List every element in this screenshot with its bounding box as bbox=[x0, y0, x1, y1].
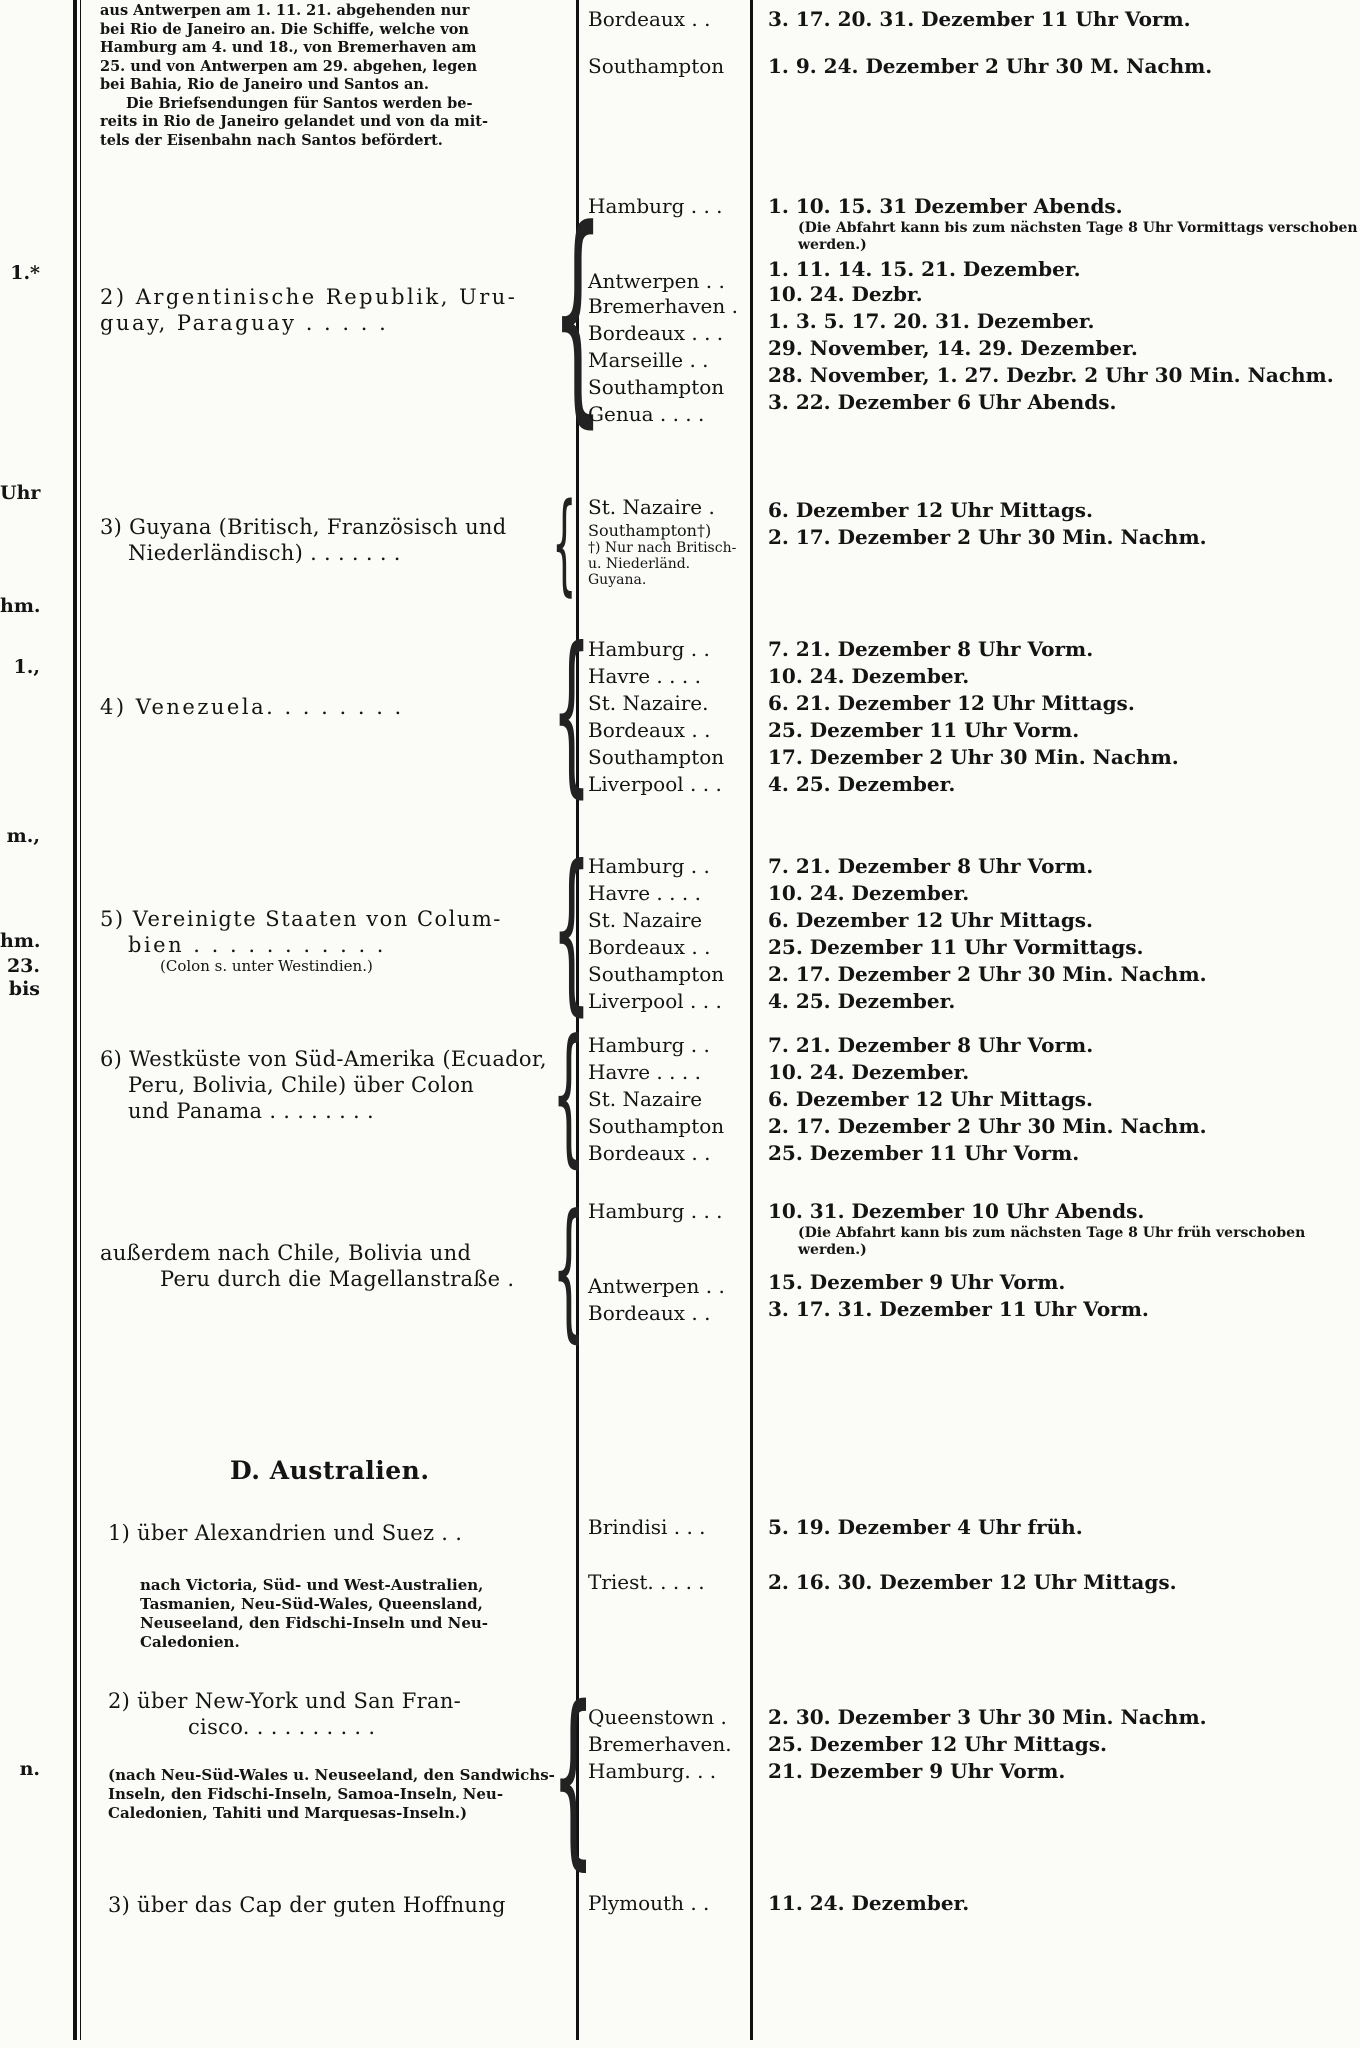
date-line: 11. 24. Dezember. bbox=[768, 1891, 970, 1915]
date-line: 10. 24. Dezember. bbox=[768, 1060, 970, 1084]
date-line: 1. 10. 15. 31 Dezember Abends. bbox=[768, 194, 1123, 218]
note-line: Die Briefsendungen für Santos werden be- bbox=[126, 94, 473, 112]
dest-line: 2) Argentinische Republik, Uru- bbox=[100, 285, 518, 309]
top-ports bbox=[588, 6, 724, 80]
note-line: 25. und von Antwerpen am 29. abgehen, legen bbox=[100, 57, 478, 75]
date-line: 10. 24. Dezbr. bbox=[768, 282, 923, 306]
dates-venezuela bbox=[768, 636, 1179, 798]
dates-suez bbox=[768, 1514, 1177, 1596]
date-line: 4. 25. Dezember. bbox=[768, 772, 956, 796]
port: Southampton bbox=[588, 962, 725, 986]
destination-argentina bbox=[100, 284, 560, 336]
left-border-thin-rule bbox=[80, 0, 81, 2040]
margin-fragment: n. bbox=[19, 1758, 40, 1780]
column-rule-2 bbox=[750, 0, 753, 2040]
port-note: †) Nur nach Britisch- u. Niederländ. Guyana. bbox=[588, 540, 737, 588]
dest-line: 3) Guyana (Britisch, Französisch und bbox=[100, 515, 507, 539]
port: Bordeaux . . bbox=[588, 718, 711, 742]
top-dates bbox=[768, 6, 1212, 80]
dates-new-york bbox=[768, 1704, 1207, 1785]
date-line: 7. 21. Dezember 8 Uhr Vorm. bbox=[768, 854, 1094, 878]
brace-icon: { bbox=[552, 1666, 595, 1887]
port: Triest. . . . . bbox=[588, 1570, 705, 1594]
port: Genua . . . . bbox=[588, 402, 705, 426]
port: Hamburg. . . bbox=[588, 1759, 717, 1783]
date-line: 4. 25. Dezember. bbox=[768, 989, 956, 1013]
date-line: 6. Dezember 12 Uhr Mittags. bbox=[768, 498, 1094, 522]
note-line: reits in Rio de Janeiro gelandet und von da mit- bbox=[100, 113, 488, 130]
port: Havre . . . . bbox=[588, 1060, 701, 1084]
destination-new-york bbox=[108, 1688, 568, 1740]
date-line: 25. Dezember 11 Uhr Vormittags. bbox=[768, 935, 1144, 959]
date-line: 3. 22. Dezember 6 Uhr Abends. bbox=[768, 390, 1117, 414]
margin-fragment: m., bbox=[6, 825, 40, 847]
ports-suez bbox=[588, 1514, 706, 1596]
port: Hamburg . . bbox=[588, 637, 710, 661]
destination-suez: 1) über Alexandrien und Suez . . bbox=[108, 1521, 463, 1545]
date-line: 10. 31. Dezember 10 Uhr Abends. bbox=[768, 1199, 1145, 1223]
brace-icon: { bbox=[552, 1008, 586, 1182]
port: Southampton bbox=[588, 375, 725, 399]
port: Bordeaux . . bbox=[588, 1141, 711, 1165]
dest-line: guay, Paraguay . . . . . bbox=[100, 311, 389, 335]
port: Hamburg . . bbox=[588, 1033, 710, 1057]
port: Bordeaux . . bbox=[588, 935, 711, 959]
destination-magellan bbox=[100, 1240, 560, 1292]
port: Antwerpen . . bbox=[588, 1274, 725, 1298]
margin-fragment: hm. bbox=[0, 595, 41, 617]
date-line: 10. 24. Dezember. bbox=[768, 881, 970, 905]
destination-guyana bbox=[100, 514, 560, 566]
date-line: 10. 24. Dezember. bbox=[768, 664, 970, 688]
date-line: 25. Dezember 11 Uhr Vorm. bbox=[768, 718, 1080, 742]
port: Liverpool . . . bbox=[588, 772, 722, 796]
dest-line: und Panama . . . . . . . . bbox=[128, 1099, 374, 1123]
brace-icon: { bbox=[552, 611, 591, 814]
date-line: 1. 9. 24. Dezember 2 Uhr 30 M. Nachm. bbox=[768, 54, 1213, 78]
date-line: 17. Dezember 2 Uhr 30 Min. Nachm. bbox=[768, 745, 1179, 769]
ports-cape bbox=[588, 1890, 709, 1917]
ports-west-coast bbox=[588, 1032, 724, 1167]
dates-guyana bbox=[768, 497, 1207, 551]
date-line: 2. 17. Dezember 2 Uhr 30 Min. Nachm. bbox=[768, 1114, 1207, 1138]
port: St. Nazaire. bbox=[588, 691, 709, 715]
dest-subnote: (Colon s. unter Westindien.) bbox=[160, 957, 373, 975]
port: St. Nazaire . bbox=[588, 495, 715, 519]
port: Bordeaux . . . bbox=[588, 321, 724, 345]
ports-venezuela bbox=[588, 636, 724, 798]
dest-line: außerdem nach Chile, Bolivia und bbox=[100, 1241, 472, 1265]
date-note: (Die Abfahrt kann bis zum nächsten Tage 8 Uhr Vormittags verschoben werden.) bbox=[798, 220, 1358, 253]
ports-magellan bbox=[588, 1198, 725, 1327]
date-line: 28. November, 1. 27. Dezbr. 2 Uhr 30 Min. Nachm. bbox=[768, 363, 1334, 387]
port: Southampton bbox=[588, 1114, 725, 1138]
date-line: 21. Dezember 9 Uhr Vorm. bbox=[768, 1759, 1066, 1783]
note-line: bei Bahia, Rio de Janeiro und Santos an. bbox=[100, 76, 429, 93]
port: Havre . . . . bbox=[588, 881, 701, 905]
date-line: 25. Dezember 11 Uhr Vorm. bbox=[768, 1141, 1080, 1165]
dest-line: bien . . . . . . . . . . . bbox=[128, 933, 386, 957]
port: Liverpool . . . bbox=[588, 989, 722, 1013]
port: Hamburg . . . bbox=[588, 1199, 723, 1223]
date-line: 1. 11. 14. 15. 21. Dezember. bbox=[768, 257, 1081, 281]
date-line: 2. 16. 30. Dezember 12 Uhr Mittags. bbox=[768, 1570, 1177, 1594]
brace-icon: { bbox=[552, 829, 591, 1032]
port: Queenstown . bbox=[588, 1705, 727, 1729]
port: Southampton bbox=[588, 54, 725, 78]
destination-venezuela: 4) Venezuela. . . . . . . . bbox=[100, 695, 404, 719]
ports-colombia bbox=[588, 853, 724, 1015]
date-line: 6. Dezember 12 Uhr Mittags. bbox=[768, 1087, 1094, 1111]
note-line: Hamburg am 4. und 18., von Bremerhaven am bbox=[100, 39, 477, 56]
margin-fragment: 1., bbox=[13, 656, 40, 678]
dest-line: 6) Westküste von Süd-Amerika (Ecuador, bbox=[100, 1047, 547, 1071]
date-line: 5. 19. Dezember 4 Uhr früh. bbox=[768, 1515, 1083, 1539]
destination-west-coast bbox=[100, 1046, 570, 1124]
port: Bremerhaven . bbox=[588, 294, 738, 318]
ports-new-york bbox=[588, 1704, 732, 1785]
port: Hamburg . . bbox=[588, 854, 710, 878]
dest-line: Peru, Bolivia, Chile) über Colon bbox=[128, 1073, 475, 1097]
dates-argentina bbox=[768, 193, 1360, 416]
port: Brindisi . . . bbox=[588, 1515, 706, 1539]
section-heading-australia: D. Australien. bbox=[230, 1456, 430, 1485]
dates-magellan bbox=[768, 1198, 1360, 1323]
margin-fragment: 1.* bbox=[10, 262, 40, 284]
date-line: 2. 17. Dezember 2 Uhr 30 Min. Nachm. bbox=[768, 962, 1207, 986]
note-suez: nach Victoria, Süd- und West-Australien, Tasmanien, Neu-Süd-Wales, Queensland, Neuseeland, den Fidschi-Inseln und Neu-Caledonien. bbox=[140, 1576, 488, 1651]
port: Bordeaux . . bbox=[588, 7, 711, 31]
note-new-york: (nach Neu-Süd-Wales u. Neuseeland, den Sandwichs-Inseln, den Fidschi-Inseln, Samoa-Inseln, Neu-Caledonien, Tahiti und Marquesas-Inseln.) bbox=[108, 1766, 555, 1822]
date-line: 15. Dezember 9 Uhr Vorm. bbox=[768, 1270, 1066, 1294]
dest-line: cisco. . . . . . . . . . bbox=[188, 1715, 376, 1739]
dest-line: Peru durch die Magellanstraße . bbox=[160, 1267, 515, 1291]
brace-icon: { bbox=[552, 181, 604, 448]
date-line: 3. 17. 20. 31. Dezember 11 Uhr Vorm. bbox=[768, 7, 1191, 31]
destination-cape: 3) über das Cap der guten Hoffnung bbox=[108, 1893, 506, 1917]
date-line: 2. 17. Dezember 2 Uhr 30 Min. Nachm. bbox=[768, 525, 1207, 549]
port: Antwerpen . . bbox=[588, 269, 725, 293]
brace-icon: { bbox=[552, 1183, 586, 1357]
margin-fragment: Uhr bbox=[0, 482, 41, 504]
date-line: 1. 3. 5. 17. 20. 31. Dezember. bbox=[768, 309, 1095, 333]
port: Southampton bbox=[588, 745, 725, 769]
port: Bremerhaven. bbox=[588, 1732, 732, 1756]
dates-cape bbox=[768, 1890, 969, 1917]
port: St. Nazaire bbox=[588, 1087, 703, 1111]
margin-fragment: hm. bbox=[0, 930, 41, 952]
port: Hamburg . . . bbox=[588, 194, 723, 218]
dest-line: 2) über New-York und San Fran- bbox=[108, 1689, 462, 1713]
date-line: 7. 21. Dezember 8 Uhr Vorm. bbox=[768, 637, 1094, 661]
date-line: 6. Dezember 12 Uhr Mittags. bbox=[768, 908, 1094, 932]
note-line: tels der Eisenbahn nach Santos befördert. bbox=[100, 131, 443, 149]
ports-argentina bbox=[588, 193, 738, 428]
port: Plymouth . . bbox=[588, 1891, 710, 1915]
ports-guyana bbox=[588, 494, 738, 588]
dest-line: 5) Vereinigte Staaten von Colum- bbox=[100, 907, 502, 931]
dates-colombia bbox=[768, 853, 1207, 1015]
left-border-rule bbox=[73, 0, 77, 2040]
date-line: 25. Dezember 12 Uhr Mittags. bbox=[768, 1732, 1107, 1756]
destination-colombia bbox=[100, 906, 560, 975]
date-note: (Die Abfahrt kann bis zum nächsten Tage 8 Uhr früh verschoben werden.) bbox=[798, 1225, 1306, 1258]
margin-fragment: 23. bbox=[6, 955, 40, 977]
date-line: 2. 30. Dezember 3 Uhr 30 Min. Nachm. bbox=[768, 1705, 1207, 1729]
date-line: 7. 21. Dezember 8 Uhr Vorm. bbox=[768, 1033, 1094, 1057]
port: Havre . . . . bbox=[588, 664, 701, 688]
port: Southampton†) bbox=[588, 521, 712, 540]
note-line: bei Rio de Janeiro an. Die Schiffe, welche von bbox=[100, 20, 469, 38]
date-line: 3. 17. 31. Dezember 11 Uhr Vorm. bbox=[768, 1297, 1149, 1321]
port: St. Nazaire bbox=[588, 908, 703, 932]
brace-icon: { bbox=[552, 479, 577, 607]
date-line: 6. 21. Dezember 12 Uhr Mittags. bbox=[768, 691, 1135, 715]
dates-west-coast bbox=[768, 1032, 1207, 1167]
margin-fragment: bis bbox=[8, 978, 40, 1000]
dest-line: Niederländisch) . . . . . . . bbox=[128, 541, 401, 565]
top-note bbox=[100, 2, 560, 150]
date-line: 29. November, 14. 29. Dezember. bbox=[768, 336, 1138, 360]
port: Marseille . . bbox=[588, 348, 709, 372]
port: Bordeaux . . bbox=[588, 1301, 711, 1325]
note-line: aus Antwerpen am 1. 11. 21. abgehenden nur bbox=[100, 2, 470, 19]
